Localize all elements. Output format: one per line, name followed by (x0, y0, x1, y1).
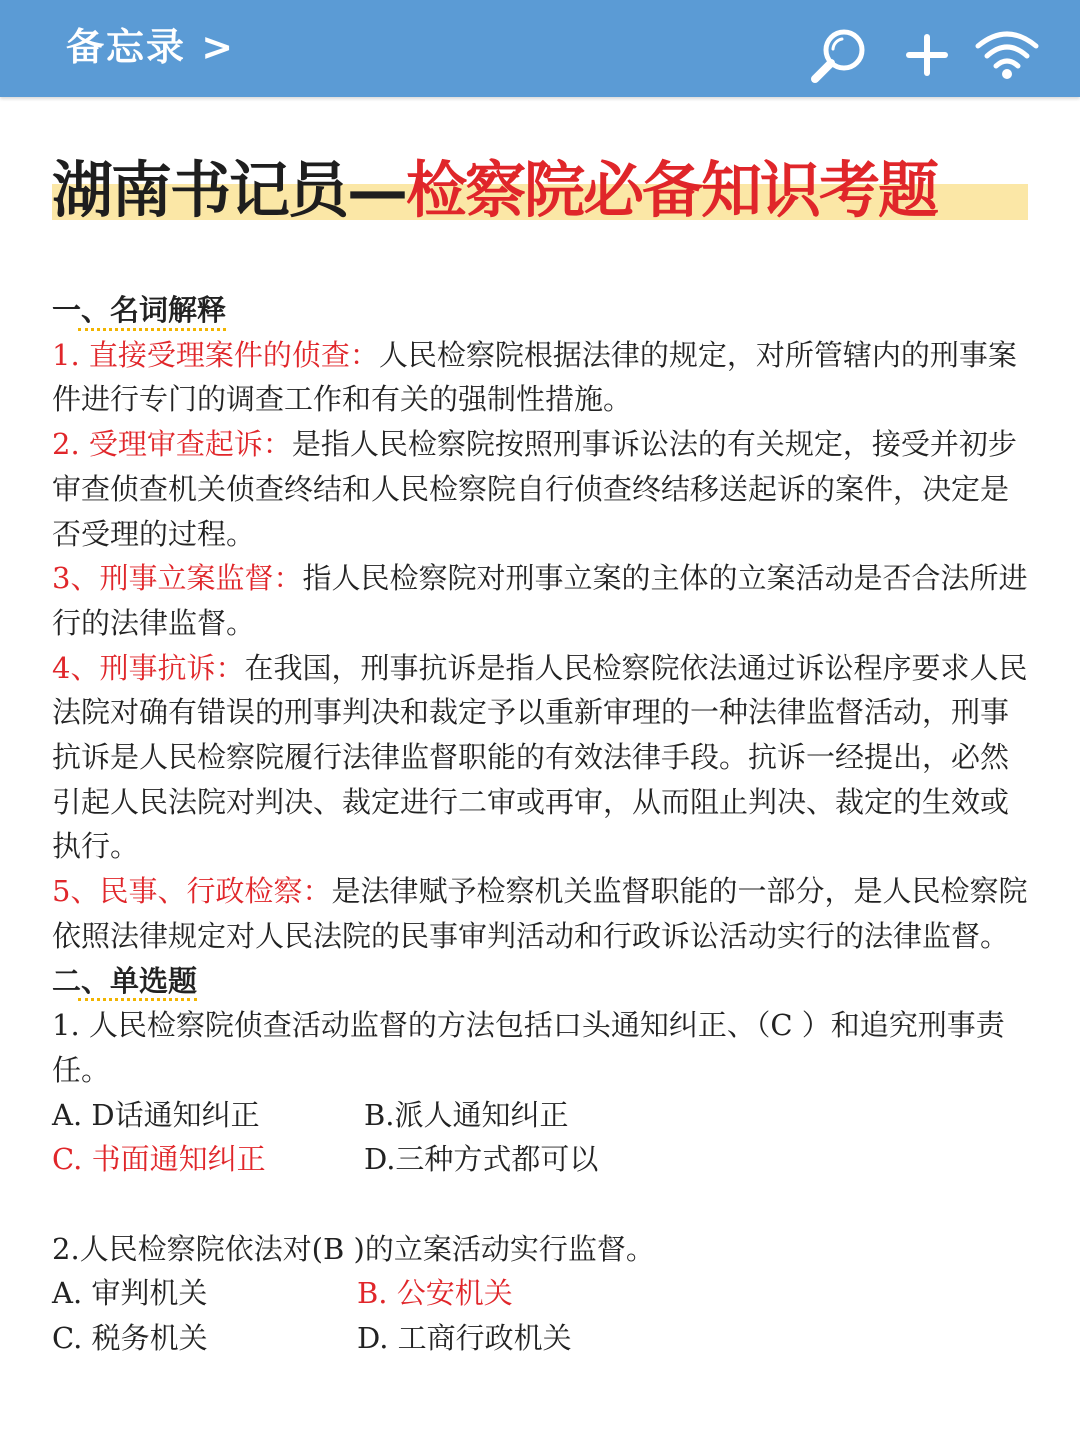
plus-icon[interactable] (895, 24, 959, 88)
top-bar (0, 0, 1080, 97)
definition-term: 4、刑事抗诉： (52, 650, 245, 685)
option-row (52, 1093, 1037, 1138)
definition-text: 是法律赋予检察机关监督职能的一部分，是人民检察院依照法律规定对人民法院的民事审判活动和行政诉讼活动实行的法律监督。 (52, 874, 1028, 953)
wifi-icon[interactable] (973, 24, 1041, 88)
definition-item (52, 556, 1037, 645)
note-body[interactable] (52, 288, 1037, 1361)
definition-item (52, 333, 1037, 422)
definition-item (52, 422, 1037, 556)
definition-text: 是指人民检察院按照刑事诉讼法的有关规定，接受并初步审查侦查机关侦查终结和人民检察院自行侦查终结移送起诉的案件，决定是否受理的过程。 (52, 427, 1017, 551)
option-a: A. D话通知纠正 (52, 1097, 260, 1132)
definition-term: 2. 受理审查起诉： (52, 427, 292, 462)
search-icon[interactable] (806, 24, 870, 88)
option-row (52, 1271, 1037, 1316)
option-b: B.派人通知纠正 (364, 1097, 569, 1132)
title-red-part: 检察院必备知识考题 (406, 155, 938, 226)
definition-term: 3、刑事立案监督： (52, 561, 303, 596)
option-c: C. 税务机关 (52, 1321, 208, 1356)
option-d: D. 工商行政机关 (357, 1321, 572, 1356)
spacer (52, 1182, 1037, 1227)
option-c-correct: C. 书面通知纠正 (52, 1142, 266, 1177)
title-black-part: 湖南书记员— (52, 155, 407, 226)
question-stem: 2.人民检察院依法对(B )的立案活动实行监督。 (52, 1231, 655, 1266)
definition-item (52, 646, 1037, 870)
back-to-notes-button[interactable]: 备忘录 > (66, 25, 236, 69)
option-row (52, 1137, 1037, 1182)
definition-text: 人民检察院根据法律的规定，对所管辖内的刑事案件进行专门的调查工作和有关的强制性措施。 (52, 337, 1017, 417)
option-row (52, 1316, 1037, 1361)
definition-text: 在我国，刑事抗诉是指人民检察院依法通过诉讼程序要求人民法院对确有错误的刑事判决和裁定予以重新审理的一种法律监督活动，刑事抗诉是人民检察院履行法律监督职能的有效法律手段。抗诉一经提出，必然引起人民法院对判决、裁定进行二审或再审，从而阻止判决、裁定的生效或执行。 (52, 650, 1028, 864)
option-a: A. 审判机关 (52, 1276, 208, 1311)
title-text (52, 156, 1028, 226)
section-heading-single-choice: 二、单选题 (52, 959, 197, 1004)
definition-item (52, 869, 1037, 958)
definition-text: 指人民检察院对刑事立案的主体的立案活动是否合法所进行的法律监督。 (52, 561, 1028, 640)
document-title (52, 156, 1028, 226)
section-heading-definitions: 一、名词解释 (52, 288, 226, 333)
option-d: D.三种方式都可以 (364, 1142, 599, 1177)
definition-term: 1. 直接受理案件的侦查： (52, 337, 379, 372)
definition-term: 5、民事、行政检察： (52, 874, 332, 909)
question-stem: 1. 人民检察院侦查活动监督的方法包括口头通知纠正、（C ）和追究刑事责任。 (52, 1008, 1005, 1087)
option-b-correct: B. 公安机关 (357, 1276, 513, 1311)
